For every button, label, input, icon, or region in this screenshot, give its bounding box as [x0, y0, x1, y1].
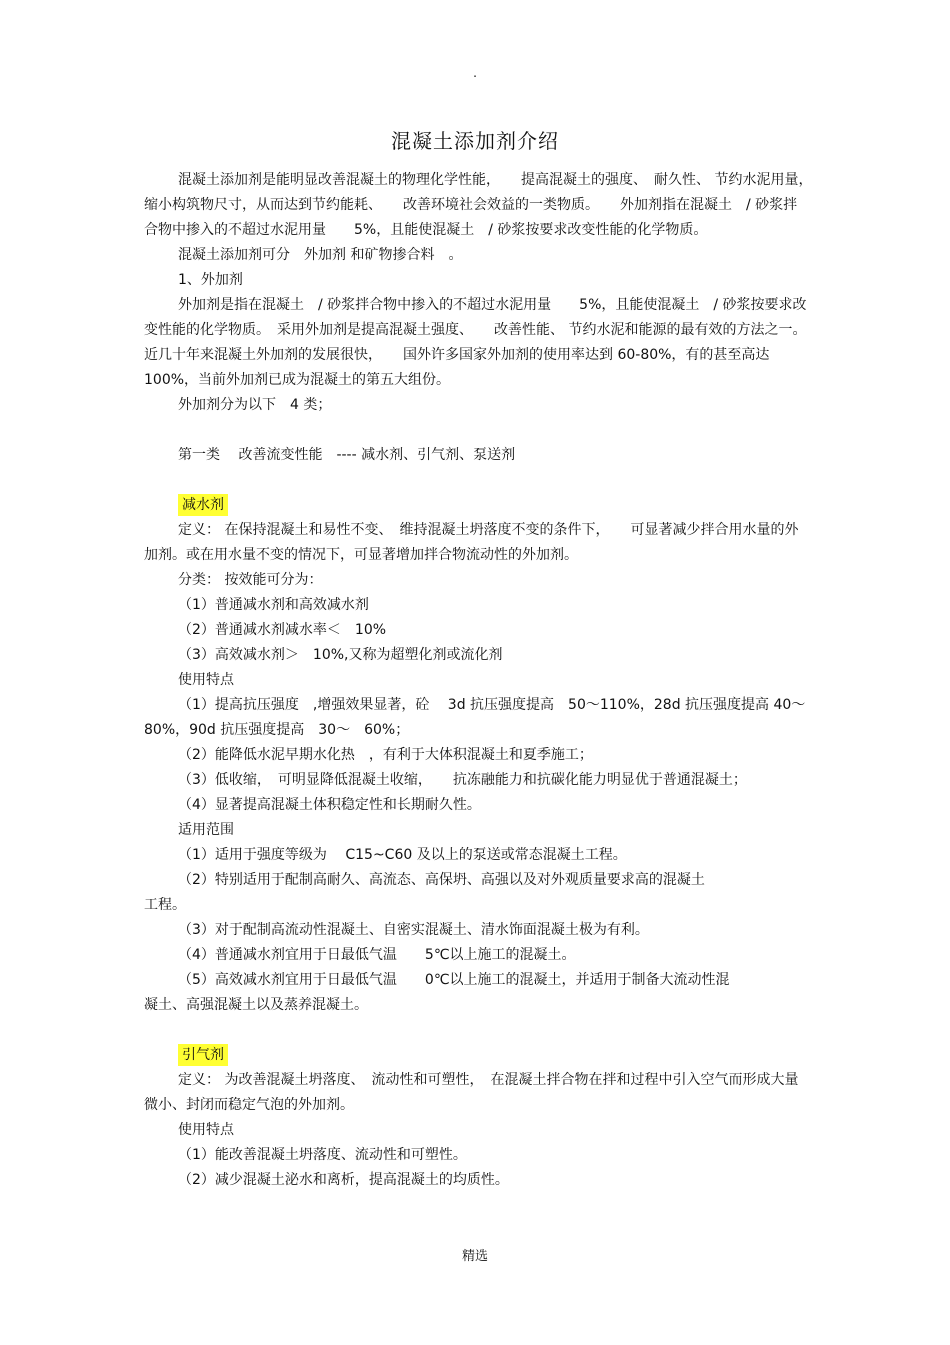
category-1-line: 第一类 改善流变性能 ---- 减水剂、引气剂、泵送剂 [178, 447, 516, 463]
jianshui-class-item: （2）普通减水剂减水率＜ 10% [178, 622, 387, 638]
jianshui-feature-item: （4）显著提高混凝土体积稳定性和长期耐久性。 [178, 797, 481, 813]
jianshui-class-item: （1）普通减水剂和高效减水剂 [178, 597, 369, 613]
jianshui-scope-item: （3）对于配制高流动性混凝土、自密实混凝土、清水饰面混凝土极为有利。 [178, 922, 649, 938]
section-1-paragraph-1: 外加剂是指在混凝土 / 砂浆拌合物中掺入的不超过水泥用量 5%，且能使混凝土 / 砂浆按要求改变性能的化学物质。 采用外加剂是提高混凝土强度、 改善性能、 节约水泥和能源的最有效的方法之一。 近几十年来混凝土外加剂的发展很快， 国外许多国家外加剂的使用率达到 60-80%，有的甚至高达 100%，当前外加剂已成为混凝土的第五大组份。 [144, 297, 814, 388]
jianshui-scope-title: 适用范围 [178, 822, 234, 838]
jianshui-scope-item: （5）高效减水剂宜用于日最低气温 0℃以上施工的混凝土，并适用于制备大流动性混 [178, 972, 730, 988]
jianshui-feature-item: （1）提高抗压强度 ,增强效果显著，砼 3d 抗压强度提高 50～110%，28d 抗压强度提高 40～ 80%，90d 抗压强度提高 30～ 60%； [144, 697, 806, 738]
intro-paragraph-2: 混凝土添加剂可分 外加剂 和矿物掺合料 。 [178, 247, 463, 263]
yinqi-label: 引气剂 [178, 1044, 228, 1066]
jianshui-feature-item: （3）低收缩， 可明显降低混凝土收缩， 抗冻融能力和抗碳化能力明显优于普通混凝土； [178, 772, 747, 788]
jianshui-scope-item-continuation: 工程。 [144, 897, 186, 913]
jianshui-label-line [144, 493, 810, 518]
jianshui-scope-item: （2）特别适用于配制高耐久、高流态、高保坍、高强以及对外观质量要求高的混凝土 [178, 872, 705, 888]
jianshui-feature-title: 使用特点 [178, 672, 234, 688]
yinqi-feature-title: 使用特点 [178, 1122, 234, 1138]
yinqi-feature-item: （2）减少混凝土泌水和离析，提高混凝土的均质性。 [178, 1172, 509, 1188]
yinqi-definition: 定义： 为改善混凝土坍落度、 流动性和可塑性， 在混凝土拌合物在拌和过程中引入空气而形成大量微小、封闭而稳定气泡的外加剂。 [144, 1072, 799, 1113]
section-1-heading: 1、外加剂 [178, 272, 243, 288]
yinqi-label-line [144, 1043, 810, 1068]
document-body [144, 168, 820, 1193]
jianshui-scope-item-continuation: 凝土、高强混凝土以及蒸养混凝土。 [144, 997, 368, 1013]
jianshui-class-item: （3）高效减水剂＞ 10%,又称为超塑化剂或流化剂 [178, 647, 503, 663]
jianshui-definition: 定义： 在保持混凝土和易性不变、 维持混凝土坍落度不变的条件下， 可显著减少拌合用水量的外加剂。或在用水量不变的情况下，可显著增加拌合物流动性的外加剂。 [144, 522, 799, 563]
yinqi-feature-item: （1）能改善混凝土坍落度、流动性和可塑性。 [178, 1147, 467, 1163]
section-1-paragraph-2: 外加剂分为以下 4 类； [178, 397, 332, 413]
header-mark: . [473, 66, 477, 80]
jianshui-class-title: 分类： 按效能可分为： [178, 572, 323, 588]
jianshui-scope-item: （1）适用于强度等级为 C15~C60 及以上的泵送或常态混凝土工程。 [178, 847, 627, 863]
page-title: 混凝土添加剂介绍 [391, 129, 559, 153]
jianshui-scope-item: （4）普通减水剂宜用于日最低气温 5℃以上施工的混凝土。 [178, 947, 576, 963]
intro-paragraph-1: 混凝土添加剂是能明显改善混凝土的物理化学性能， 提高混凝土的强度、 耐久性、 节约水泥用量， 缩小构筑物尺寸，从而达到节约能耗、 改善环境社会效益的一类物质。 外加剂指在混凝土 / 砂浆拌合物中掺入的不超过水泥用量 5%，且能使混凝土 / 砂浆按要求改变性能的化学物质。 [144, 172, 820, 238]
jianshui-feature-item: （2）能降低水泥早期水化热 ，有利于大体积混凝土和夏季施工； [178, 747, 593, 763]
footer-text: 精选 [461, 1249, 488, 1264]
jianshui-label: 减水剂 [178, 494, 228, 516]
